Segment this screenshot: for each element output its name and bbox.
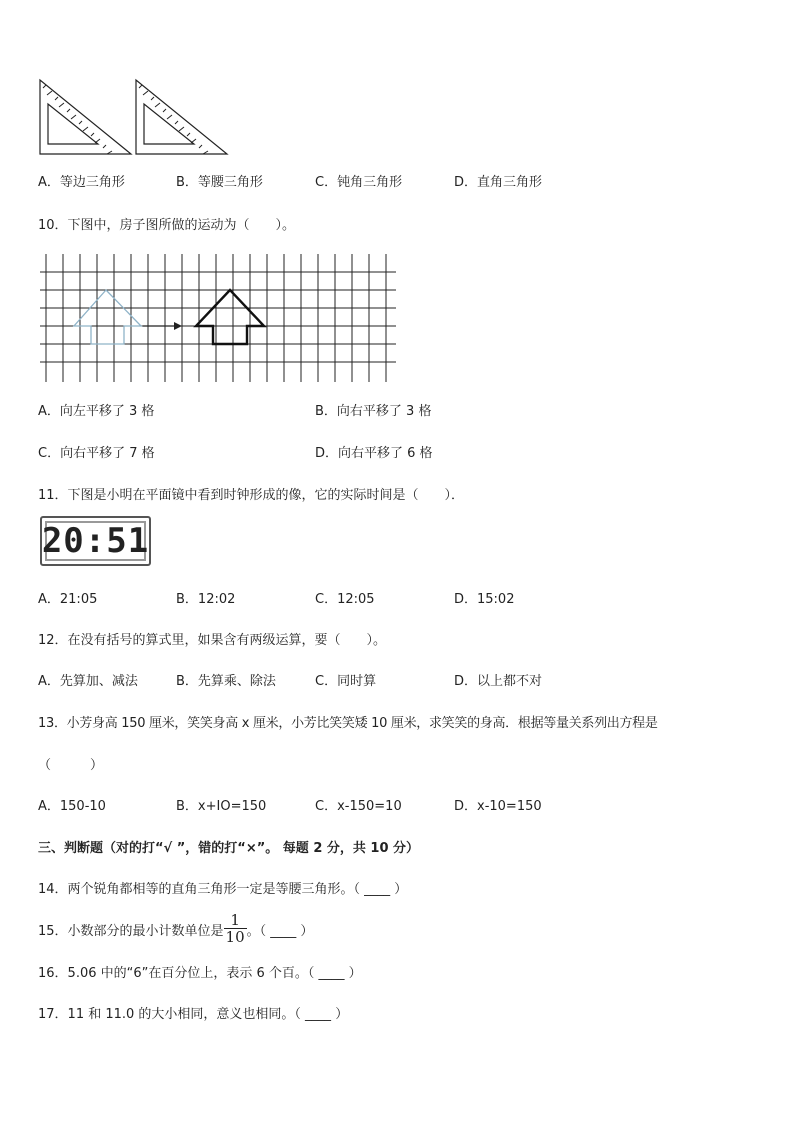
q11-option-a[interactable]: A．21:05 [38, 592, 98, 607]
set-squares-figure [36, 78, 236, 160]
q15-prefix: 15．小数部分的最小计数单位是 [38, 923, 224, 939]
q9-option-b[interactable]: B．等腰三角形 [176, 175, 263, 190]
q10-stem: 10．下图中，房子图所做的运动为（ ）。 [38, 218, 296, 233]
q12-option-d[interactable]: D．以上都不对 [454, 674, 543, 689]
q13-option-a[interactable]: A．150-10 [38, 799, 106, 814]
q13-option-d[interactable]: D．x-10=150 [454, 799, 542, 814]
q15-suffix: 。（ ____ ） [246, 923, 314, 939]
q10-option-c[interactable]: C．向右平移了 7 格 [38, 446, 155, 461]
q11-option-c[interactable]: C．12:05 [315, 592, 375, 607]
q12-stem: 12．在没有括号的算式里，如果含有两级运算，要（ ）。 [38, 633, 387, 648]
q13-option-b[interactable]: B．x+IO=150 [176, 799, 267, 814]
q12-option-a[interactable]: A．先算加、减法 [38, 674, 138, 689]
q11-option-d[interactable]: D．15:02 [454, 592, 515, 607]
q9-option-a[interactable]: A．等边三角形 [38, 175, 125, 190]
q13-answer-blank[interactable]: （ ） [38, 758, 104, 773]
q11-stem: 11．下图是小明在平面镜中看到时钟形成的像，它的实际时间是（ ）． [38, 488, 465, 503]
q15-statement [38, 910, 313, 948]
fraction-one-tenth [224, 913, 247, 945]
q14-statement: 14．两个锐角都相等的直角三角形一定是等腰三角形。（ ____ ） [38, 882, 408, 897]
q12-option-b[interactable]: B．先算乘、除法 [176, 674, 276, 689]
q17-statement: 17．11 和 11.0 的大小相同，意义也相同。（ ____ ） [38, 1007, 349, 1022]
translation-grid-figure [40, 254, 400, 382]
q9-option-d[interactable]: D．直角三角形 [454, 175, 543, 190]
q13-option-c[interactable]: C．x-150=10 [315, 799, 402, 814]
clock-display-text: 20:51 [41, 521, 150, 561]
mirrored-digital-clock [40, 516, 151, 566]
q16-statement: 16．5.06 中的“6”在百分位上，表示 6 个百。（ ____ ） [38, 966, 362, 981]
fraction-denominator: 10 [225, 928, 245, 946]
q10-option-d[interactable]: D．向右平移了 6 格 [315, 446, 433, 461]
q13-stem: 13．小芳身高 150 厘米，笑笑身高 x 厘米，小芳比笑笑矮 10 厘米，求笑笑的身高．根据等量关系列出方程是 [38, 716, 658, 731]
q12-option-c[interactable]: C．同时算 [315, 674, 377, 689]
q10-option-b[interactable]: B．向右平移了 3 格 [315, 404, 432, 419]
q10-option-a[interactable]: A．向左平移了 3 格 [38, 404, 155, 419]
q11-option-b[interactable]: B．12:02 [176, 592, 236, 607]
q9-option-c[interactable]: C．钝角三角形 [315, 175, 403, 190]
section-3-heading: 三、判断题（对的打“√ ”，错的打“×”。 每题 2 分，共 10 分） [38, 841, 420, 856]
fraction-numerator: 1 [230, 911, 240, 929]
